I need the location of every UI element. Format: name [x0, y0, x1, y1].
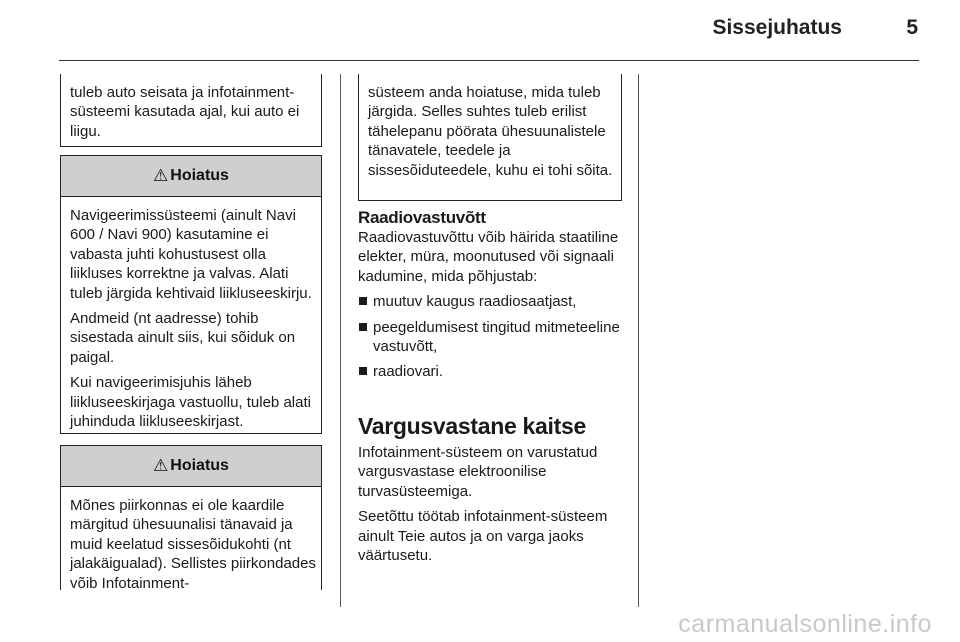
warning-box-one-way-streets: [60, 445, 322, 590]
column-divider-right: [638, 74, 639, 607]
section-paragraph: Infotainment-süsteem on varustatud vargusvastase elektroonilise turvasüsteemiga.: [358, 444, 598, 500]
warning-triangle-icon: ⚠: [153, 456, 169, 475]
warning-paragraph: Mõnes piirkonnas ei ole kaardile märgitud ühesuunalisi tänavaid ja muid keelatud sissesõidukohti (nt jalakäigualad). Sellistes piirkondades võib Infotainment-: [70, 497, 316, 592]
bullet-list: [358, 292, 628, 382]
section-paragraph: Seetõttu töötab infotainment-süsteem ainult Teie autos ja on varga jaoks väärtusetu.: [358, 508, 608, 565]
warning-body: [61, 487, 321, 593]
page-number: 5: [906, 16, 918, 39]
warning-header: [61, 156, 321, 197]
warning-body: [61, 197, 321, 431]
list-item: muutuv kaugus raadiosaatjast,: [358, 292, 628, 311]
warning-header: [61, 446, 321, 487]
warning-paragraph: Andmeid (nt aadresse) tohib sisestada ainult siis, kui sõiduk on paigal.: [70, 310, 296, 366]
list-item: raadiovari.: [358, 362, 628, 381]
section-heading: Vargusvastane kaitse: [358, 413, 586, 439]
page-title: Sissejuhatus: [712, 16, 842, 39]
warning-paragraph: Kui navigeerimisjuhis läheb liikluseeskirjaga vastuollu, tuleb alati juhinduda liikluseeskirjast.: [70, 374, 311, 431]
section-heading: Raadiovastuvõtt: [358, 208, 486, 227]
continued-warning-box: [60, 74, 322, 147]
header-divider: [59, 60, 919, 61]
section-radio-reception: [358, 208, 628, 382]
warning-title: Hoiatus: [170, 167, 229, 184]
list-item: peegeldumisest tingitud mitmeteeline vastuvõtt,: [358, 318, 628, 357]
warning-title: Hoiatus: [170, 457, 229, 474]
continued-warning-box: [358, 74, 622, 201]
warning-paragraph: Navigeerimissüsteemi (ainult Navi 600 / Navi 900) kasutamine ei vabasta juhti kohustusest olla liikluses korrektne ja valvas. Alati tuleb järgida kehtivaid liikluseeskirju.: [70, 207, 312, 302]
section-anti-theft: [358, 413, 628, 565]
watermark: carmanualsonline.info: [678, 610, 932, 638]
continued-warning-text: tuleb auto seisata ja infotainment-süsteemi kasutada ajal, kui auto ei liigu.: [70, 84, 300, 140]
continued-warning-text: süsteem anda hoiatuse, mida tuleb järgida. Selles suhtes tuleb erilist tähelepanu pöörata ühesuunalistele tänavatele, teedele ja sissesõiduteedele, kuhu ei tohi sõita.: [368, 84, 613, 179]
section-intro: Raadiovastuvõttu võib häirida staatiline elekter, müra, moonutused või signaali kadumine, mida põhjustab:: [358, 229, 619, 285]
column-divider-left: [340, 74, 341, 607]
warning-triangle-icon: ⚠: [153, 166, 169, 185]
warning-box-navigation: [60, 155, 322, 434]
